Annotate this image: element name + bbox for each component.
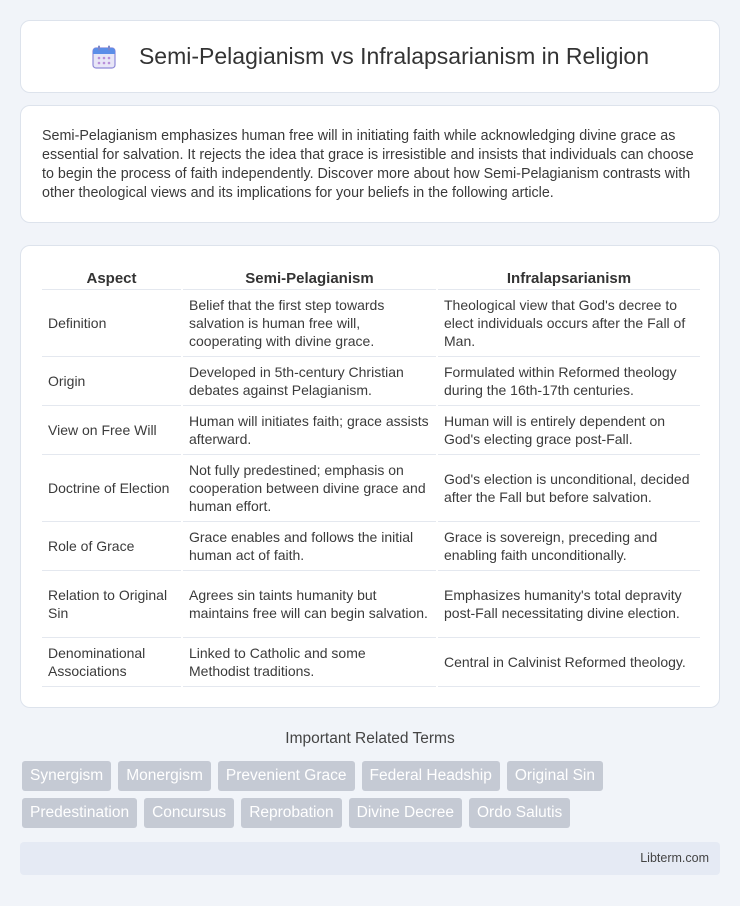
tag-monergism[interactable]: Monergism [118, 761, 211, 791]
tag-federal-headship[interactable]: Federal Headship [362, 761, 500, 791]
row-infralapsarianism: Formulated within Reformed theology during the 16th-17th centuries. [438, 357, 700, 406]
tag-prevenient-grace[interactable]: Prevenient Grace [218, 761, 355, 791]
tag-reprobation[interactable]: Reprobation [241, 798, 341, 828]
related-terms-title: Important Related Terms [285, 730, 455, 747]
row-infralapsarianism: Human will is entirely dependent on God's electing grace post-Fall. [438, 406, 700, 455]
row-aspect: Role of Grace [42, 522, 181, 571]
row-semi-pelagianism: Developed in 5th-century Christian debates against Pelagianism. [183, 357, 436, 406]
row-aspect: Definition [42, 290, 181, 357]
row-aspect: Relation to Original Sin [42, 571, 181, 638]
tag-original-sin[interactable]: Original Sin [507, 761, 603, 791]
row-aspect: Origin [42, 357, 181, 406]
intro-card [20, 105, 720, 223]
row-semi-pelagianism: Human will initiates faith; grace assists afterward. [183, 406, 436, 455]
tag-synergism[interactable]: Synergism [22, 761, 111, 791]
footer [20, 842, 720, 875]
table-header-row [42, 266, 700, 290]
row-semi-pelagianism: Linked to Catholic and some Methodist traditions. [183, 638, 436, 687]
tag-predestination[interactable]: Predestination [22, 798, 137, 828]
comparison-table [40, 266, 702, 687]
row-infralapsarianism: Theological view that God's decree to elect individuals occurs after the Fall of Man. [438, 290, 700, 357]
row-semi-pelagianism: Belief that the first step towards salvation is human free will, cooperating with divine grace. [183, 290, 436, 357]
row-infralapsarianism: Emphasizes humanity's total depravity post-Fall necessitating divine election. [438, 571, 700, 638]
table-row [42, 290, 700, 357]
row-aspect: Doctrine of Election [42, 455, 181, 522]
table-row [42, 571, 700, 638]
footer-site-link[interactable]: Libterm.com [640, 851, 709, 865]
row-aspect: View on Free Will [42, 406, 181, 455]
row-aspect: Denominational Associations [42, 638, 181, 687]
table-row [42, 406, 700, 455]
table-row [42, 455, 700, 522]
tag-row [22, 798, 722, 828]
header-semi-pelagianism: Semi-Pelagianism [183, 266, 436, 290]
row-infralapsarianism: Grace is sovereign, preceding and enabling faith unconditionally. [438, 522, 700, 571]
calendar-icon [91, 44, 117, 70]
tag-divine-decree[interactable]: Divine Decree [349, 798, 462, 828]
table-row [42, 522, 700, 571]
table-row [42, 638, 700, 687]
related-terms-tags [22, 761, 722, 835]
row-infralapsarianism: God's election is unconditional, decided after the Fall but before salvation. [438, 455, 700, 522]
comparison-table-card [20, 245, 720, 708]
tag-ordo-salutis[interactable]: Ordo Salutis [469, 798, 570, 828]
header-infralapsarianism: Infralapsarianism [438, 266, 700, 290]
row-semi-pelagianism: Grace enables and follows the initial human act of faith. [183, 522, 436, 571]
row-infralapsarianism: Central in Calvinist Reformed theology. [438, 638, 700, 687]
intro-text: Semi-Pelagianism emphasizes human free will in initiating faith while acknowledging divine grace as essential for salvation. It rejects the idea that grace is irresistible and insists that individuals can choose to begin the process of faith independently. Discover more about how Semi-Pelagianism contrasts with other theological views and its implications for your beliefs in the following article. [42, 128, 694, 201]
tag-row [22, 761, 722, 791]
row-semi-pelagianism: Not fully predestined; emphasis on cooperation between divine grace and human effort. [183, 455, 436, 522]
page-title: Semi-Pelagianism vs Infralapsarianism in Religion [138, 43, 650, 69]
tag-concursus[interactable]: Concursus [144, 798, 234, 828]
title-card [20, 20, 720, 93]
header-aspect: Aspect [42, 266, 181, 290]
table-row [42, 357, 700, 406]
row-semi-pelagianism: Agrees sin taints humanity but maintains free will can begin salvation. [183, 571, 436, 638]
